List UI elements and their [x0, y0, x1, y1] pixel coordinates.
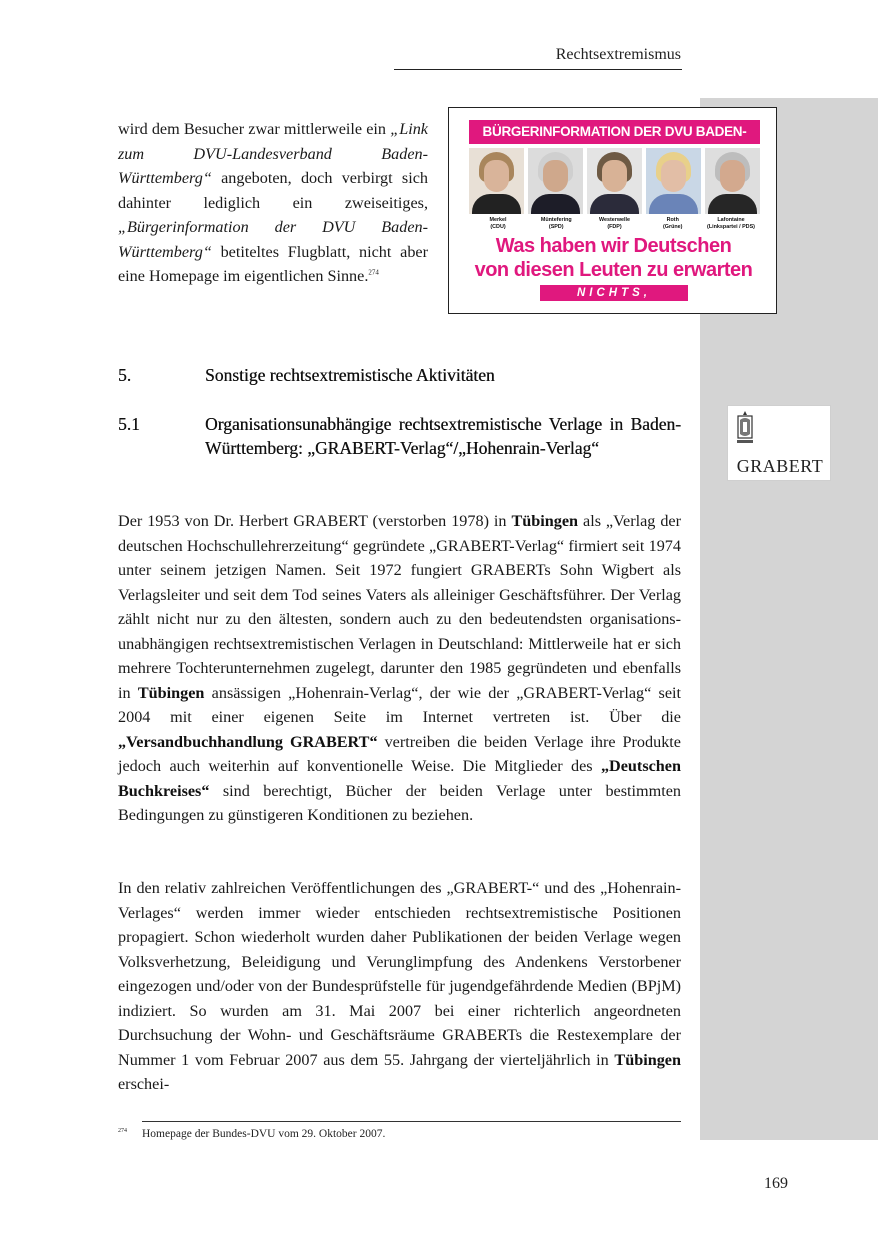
place-name: Tübingen — [614, 1050, 681, 1069]
intro-link-quote: „Link zum DVU-Landesverband Baden-Württemberg“ — [118, 120, 428, 187]
portrait-caption: Merkel (CDU) — [489, 217, 507, 230]
intro-paragraph — [118, 117, 428, 289]
organisation-name: „Deutschen Buchkreises“ — [118, 757, 681, 800]
flyer-answer-banner: NICHTS, — [540, 285, 688, 301]
crest-icon — [734, 410, 756, 448]
footnote-number: 274 — [118, 1128, 127, 1134]
portrait-photo — [646, 148, 701, 214]
flyer-slogan: Was haben wir Deutschen von diesen Leuten zu erwarten — [474, 235, 753, 281]
portrait-caption: Roth (Grüne) — [663, 217, 683, 230]
intro-flyer-quote: „Bürgerinformation der DVU Baden-Württemberg“ — [118, 218, 428, 261]
flyer-header: BÜRGERINFORMATION DER DVU BADEN- MBERG — [469, 120, 760, 144]
logo-wordmark: GRABERT — [736, 456, 824, 476]
portrait-photo — [705, 148, 760, 214]
footnote-rule — [142, 1121, 681, 1122]
section-title: Organisationsunabhängige rechtsextremistische Verlage in Baden-Württemberg: „GRABERT-Verlag“/„Hohenrain-Verlag“ — [205, 414, 681, 458]
grabert-logo — [727, 405, 831, 481]
portrait-caption: Westerwelle (FDP) — [598, 217, 631, 230]
organisation-name: „Versandbuchhandlung GRABERT“ — [118, 732, 378, 751]
footnote-reference: 274 — [368, 268, 379, 277]
body-paragraph-1: Der 1953 von Dr. Herbert GRABERT (verstorben 1978) in Tübingen als „Verlag der deutschen Hochschullehrerzeitung“ gegründete „GRABERT-Verlag“ firmiert seit 1974 unter seinem jetzigen Namen. Seit 1972 fungiert GRABERTs Sohn Wigbert als Verlagsleiter und seit dem Tod seines Vaters als alleiniger Geschäftsführer. Der Verlag zählt nicht nur zu den ältesten, sondern auch zu den bedeutendsten organisations-unabhängigen rechtsextremistischen Verlagen in Deutschland: Mittlerweile hat er sich mehrere Tochterunternehmen zugelegt, darunter den 1985 gegründeten und ebenfalls in Tübingen ansässigen „Hohenrain-Verlag“, der wie der „GRABERT-Verlag“ seit 2004 mit einer eigenen Seite im Internet vertreten ist. Über die „Versandbuchhandlung GRABERT“ vertreiben die beiden Verlage ihre Produkte jedoch auch weiterhin auf konventionelle Weise. Die Mitglieder des „Deutschen Buchkreises“ sind berechtigt, Bücher der beiden Verlage unter bestimmten Bedingungen zu günstigeren Konditionen zu beziehen. — [118, 512, 682, 824]
section-title: Sonstige rechtsextremistische Aktivitäten — [205, 365, 495, 385]
flyer-captions — [469, 217, 760, 231]
portrait-photo — [528, 148, 583, 214]
dvu-flyer-image — [448, 107, 777, 314]
body-paragraph-2: In den relativ zahlreichen Veröffentlichungen des „GRABERT-“ und des „Hohenrain-Verlages“ werden immer wieder entschieden rechtsextremistische Positionen propagiert. Schon wiederholt wurden daher Publikationen der beiden Verlage wegen Volksverhetzung, Beleidigung und Verunglimpfung des Andenkens Verstorbener eingezogen und/oder von der Bundesprüfstelle für jugendgefährdende Medien (BPjM) indiziert. So wurden am 31. Mai 2007 bei einer richterlich angeordneten Durchsuchung der Wohn- und Geschäftsräume GRABERTs die Restexemplare der Nummer 1 vom Februar 2007 aus dem 55. Jahrgang der vierteljährlich in Tübingen erschei- — [118, 879, 681, 1093]
intro-text-1: wird dem Besucher zwar mittlerweile ein — [118, 120, 391, 138]
flyer-portraits — [469, 148, 760, 214]
portrait-caption: Lafontaine (Linkspartei / PDS) — [707, 217, 755, 230]
footnote-text: Homepage der Bundes-DVU vom 29. Oktober 2007. — [142, 1128, 386, 1140]
portrait-photo — [469, 148, 524, 214]
intro-text-3: betiteltes Flugblatt, nicht aber eine Homepage im eigentlichen Sinne. — [118, 242, 428, 285]
portrait-photo — [587, 148, 642, 214]
running-header: Rechtsextremismus — [555, 46, 681, 63]
portrait-caption: Müntefering (SPD) — [540, 217, 572, 230]
place-name: Tübingen — [511, 512, 579, 530]
section-number: 5.1 — [118, 414, 140, 434]
place-name: Tübingen — [137, 683, 205, 702]
header-rule — [394, 69, 682, 70]
intro-text-2: angeboten, doch verbirgt sich dahinter lediglich ein zweiseitiges, — [118, 169, 428, 212]
page-number: 169 — [764, 1175, 788, 1192]
section-number: 5. — [118, 365, 132, 385]
